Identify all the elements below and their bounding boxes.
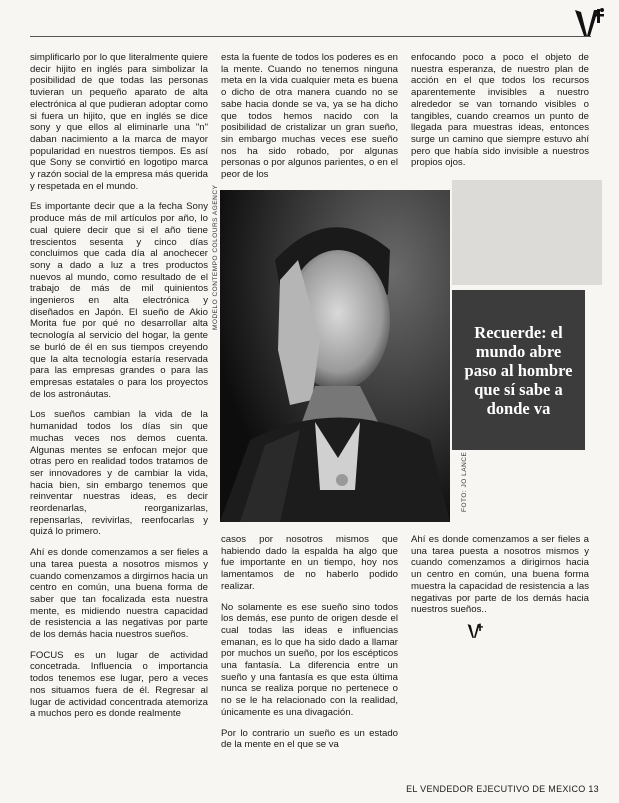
column-middle-bottom [221,534,398,760]
paragraph: esta la fuente de todos los poderes es en la mente. Cuando no tenemos ninguna meta en la vida cualquier meta es buena o dicho de otra manera cuando no se sabe hacia donde se va, ya se ha dicho que todos hemos nacido con la posibilidad de cristalizar un gran sueño, sin embargo muchas veces ese sueño nos ha sido robado, por algunas personas o por algunos parientes, o en el peor de los [221,52,398,181]
paragraph: enfocando poco a poco el objeto de nuestra esperanza, de nuestro plan de acción en el que todos los recursos aparentemente invisibles a nuestro alrededor se van tornando visibles o tangibles, cuando creamos un punto de llegada para muestras ideas, entonces surge un camino que siempre estuvo ahí pero que había sido invisible a nuestros propios ojos. [411,52,589,169]
paragraph: simplificarlo por lo que literalmente quiere decir hijito en inglés para simbolizar la posibilidad de que todas las personas tuvieran un pequeño aparato de alta electrónica al que pudieran adoptar como si fuera un hijito, que en inglés se dice sony y que ellos al eliminarle una "n" daban nacimiento a la marca de mayor popularidad en nuestros tiempos. Es así que Sony se convirtió en logotipo marca y razón social de la empresa más querida y respetada en el mundo. [30,52,208,192]
photo-credit: FOTO: JO LANCE [461,451,468,512]
paragraph: Es importante decir que a la fecha Sony produce más de mil artículos por año, lo cual quiere decir que si el año tiene trescientos sesenta y cinco días concluimos que cada día al anochecer sony a dado a luz a tres productos nuevos al mundo, como resultado de el trabajo de más de mil quinientos ingenieros en alta electrónica y diseñados en Japón. El sueño de Akio Morita fue por qué no desarrollar alta tecnología al servicio del hogar, la gente se burló de él en sus tiempos creyendo que la alta tecnología estaría reservada para las empresas grandes o para las empresas estatales o para los proyectos de los astronáutas. [30,201,208,400]
column-right-bottom [411,534,589,625]
pull-quote [452,290,585,450]
show-through-texture [452,180,602,285]
paragraph: FOCUS es un lugar de actividad concetrada. Influencia o importancia todos tenemos ese lugar, pero a veces nos situamos fuera de él. Regresar al lugar de actividad concentrada atemoriza a muchos pero es donde realmente [30,649,208,720]
paragraph: Los sueños cambian la vida de la humanidad todos los días sin que muchas veces nos demos cuenta. Algunas mentes se enfocan mejor que otras pero en realidad todos tratamos de ser innovadores y de cambiar la vida, hacia bien, sin embargo tenemos que reinventar nuestras ideas, es decir reordenarlas, reorganizarlas, repensarlas, revivirlas, reenfocarlas y quizá lo primero. [30,409,208,538]
magazine-logo-icon [572,6,606,40]
column-right-top [411,52,589,178]
page-footer: EL VENDEDOR EJECUTIVO DE MEXICO 13 [406,784,599,794]
column-left [30,52,208,729]
column-middle-top [221,52,398,190]
paragraph: casos por nosotros mismos que habiendo dado la espalda ha algo que fue importante en un tiempo, hoy nos lamentamos de no haberlo podido realizar. [221,534,398,592]
end-mark-icon [466,622,484,640]
header-rule [30,36,591,37]
pull-quote-text: Recuerde: el mundo abre paso al hombre que sí sabe a donde va [464,322,573,418]
model-credit: MODELO CONTEMPO COLOURS AGENCY [212,184,219,330]
paragraph: Por lo contrario un sueño es un estado de la mente en el que se va [221,727,398,751]
paragraph: Ahí es donde comenzamos a ser fieles a una tarea puesta a nosotros mismos y cuando comenzamos a dirgirnos hacia un centro en común, una buena forma de saber que tan focalizada esta nuestra mente, es midiendo nuestra capacidad de resistencia a las negativas por parte de los demás hacia nuestros sueños. [30,547,208,641]
paragraph: Ahí es donde comenzamos a ser fieles a una tarea puesta a nosotros mismos y cuando comenzamos a dirigirnos hacia un centro en común, una buena forma muestra la capacidad de resistencia a las negativas por parte de los demás hacia nuestros sueños.. [411,534,589,616]
portrait-photo [220,190,450,522]
paragraph: No solamente es ese sueño sino todos los demás, ese punto de origen desde el cual todas las ideas e influencias emanan, es lo que ha sido dado a llamar por muchos un sueño, por los escépticos una fantasía. La diferencia entre un sueño y una fantasía es que esta última nunca se realiza porque no pertenece o no se le ha relacionado con la realidad, únicamente es una divagación. [221,601,398,718]
